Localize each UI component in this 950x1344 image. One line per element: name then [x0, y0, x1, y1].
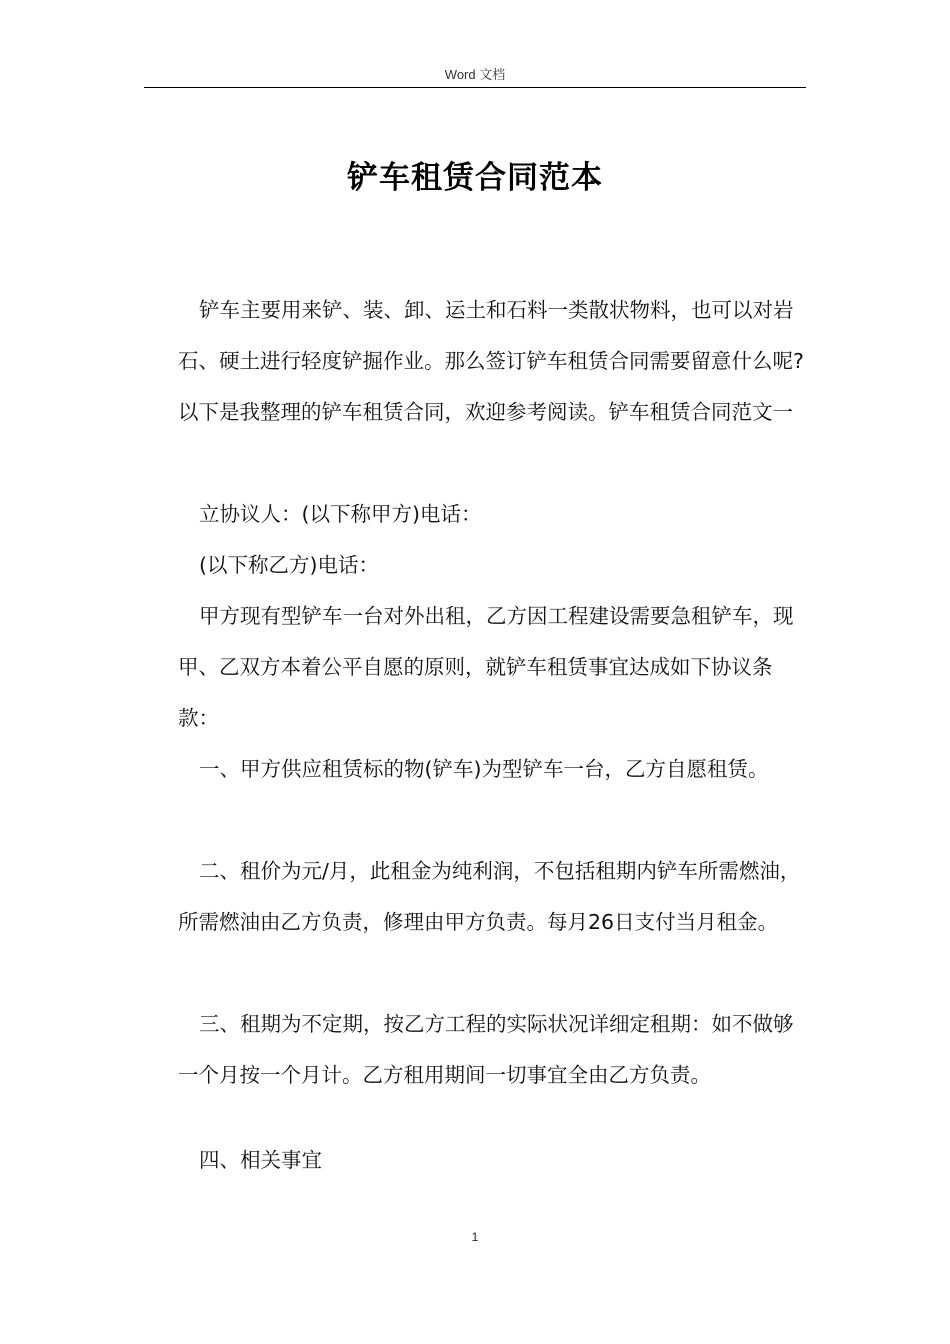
document-title: 铲车租赁合同范本 [347, 160, 603, 196]
page-header: Word 文档 [444, 67, 506, 82]
paragraph-preamble: 甲方现有型铲车一台对外出租，乙方因工程建设需要急租铲车，现甲、乙双方本着公平自愿的原则，就铲车租赁事宜达成如下协议条款： [178, 604, 794, 730]
paragraph-party-b: (以下称乙方)电话： [199, 553, 379, 577]
paragraph-party-a: 立协议人：(以下称甲方)电话： [199, 502, 482, 526]
paragraph-intro: 铲车主要用来铲、装、卸、运土和石料一类散状物料，也可以对岩石、硬土进行轻度铲掘作业。那么签订铲车租赁合同需要留意什么呢?以下是我整理的铲车租赁合同，欢迎参考阅读。铲车租赁合同范文一 [178, 298, 804, 424]
header-divider [144, 87, 806, 88]
paragraph-clause-1: 一、甲方供应租赁标的物(铲车)为型铲车一台，乙方自愿租赁。 [199, 757, 769, 781]
paragraph-clause-2: 二、租价为元/月，此租金为纯利润，不包括租期内铲车所需燃油，所需燃油由乙方负责，修理由甲方负责。每月26日支付当月租金。 [178, 859, 801, 934]
paragraph-clause-4: 四、相关事宜 [199, 1148, 322, 1172]
page-number: 1 [471, 1230, 479, 1244]
paragraph-clause-3: 三、租期为不定期，按乙方工程的实际状况详细定租期：如不做够一个月按一个月计。乙方租用期间一切事宜全由乙方负责。 [178, 1012, 794, 1087]
